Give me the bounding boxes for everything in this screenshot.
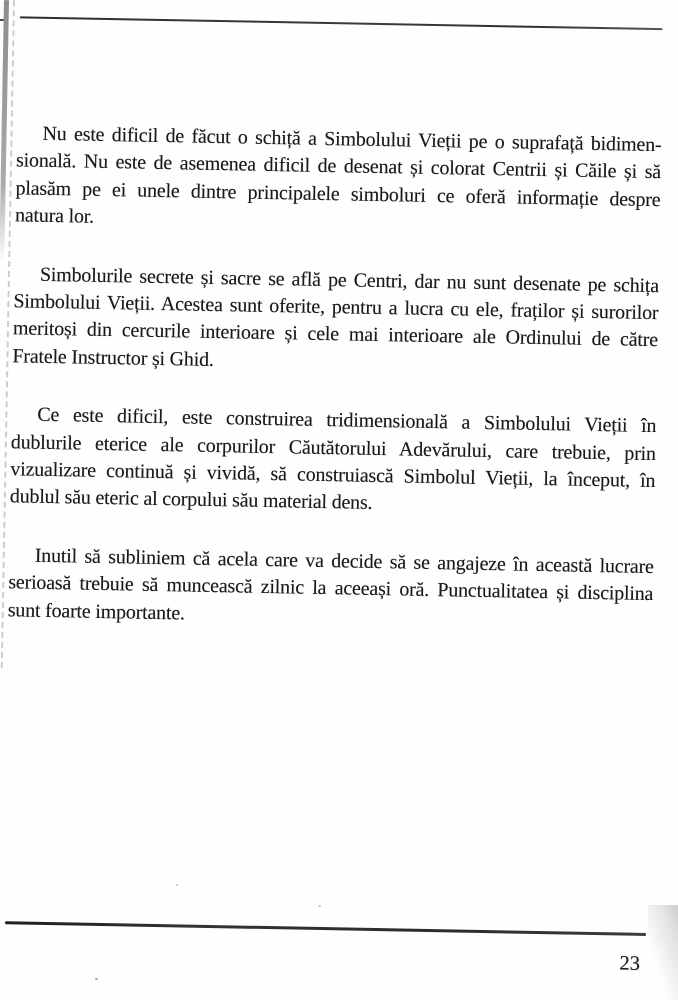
- text-line: meritoși din cercurile interioare și cele mai interioare ale Ordinului de către: [12, 317, 659, 352]
- text-line: Nu este dificil de făcut o schiță a Simbolului Vieții pe o suprafață bidimen-: [42, 122, 662, 157]
- body-text: [7, 120, 662, 667]
- text-line: natura lor.: [14, 204, 95, 228]
- binding-gutter-shadow: [0, 0, 9, 262]
- text-line: vizualizare continuă și vividă, să construiască Simbolul Vieții, la început, în: [10, 458, 656, 493]
- scan-speck: [95, 978, 98, 980]
- top-edge-scan-line: [20, 16, 663, 30]
- text-line: dublul său eteric al corpului său material dens.: [9, 485, 373, 515]
- text-line: Inutil să subliniem că acela care va decide să se angajeze în această lucrare: [34, 544, 654, 578]
- page-number: 23: [619, 952, 641, 975]
- text-line: sunt foarte importante.: [7, 598, 186, 625]
- paragraph-4: [8, 542, 654, 636]
- scan-speck: [318, 905, 321, 907]
- paragraph-3: [10, 402, 657, 523]
- scan-speck: [176, 884, 178, 886]
- bottom-right-scan-shadow: [648, 905, 678, 1000]
- text-line: Simbolului Vieții. Acestea sunt oferite, pentru a lucra cu ele, fraților și surorilor: [13, 290, 659, 325]
- text-line: sională. Nu este de asemenea dificil de desenat și colorat Centrii și Căile și să: [15, 149, 662, 184]
- text-line: dublurile eterice ale corpurilor Căutătorului Adevărului, care trebuie, prin: [10, 430, 656, 465]
- text-line: Ce este dificil, este construirea tridimensională a Simbolului Vieții în: [37, 404, 657, 438]
- paragraph-2: [12, 261, 659, 382]
- footer-rule: [5, 921, 646, 935]
- text-line: plasăm pe ei unele dintre principalele simboluri ce oferă informație despre: [15, 177, 661, 211]
- paragraph-1: [15, 120, 662, 241]
- text-line: serioasă trebuie să muncească zilnic la aceeași oră. Punctualitatea și disciplina: [8, 571, 654, 606]
- text-line: Simbolurile secrete și sacre se află pe Centri, dar nu sunt desenate pe schița: [39, 263, 660, 297]
- text-line: Fratele Instructor și Ghid.: [12, 345, 214, 371]
